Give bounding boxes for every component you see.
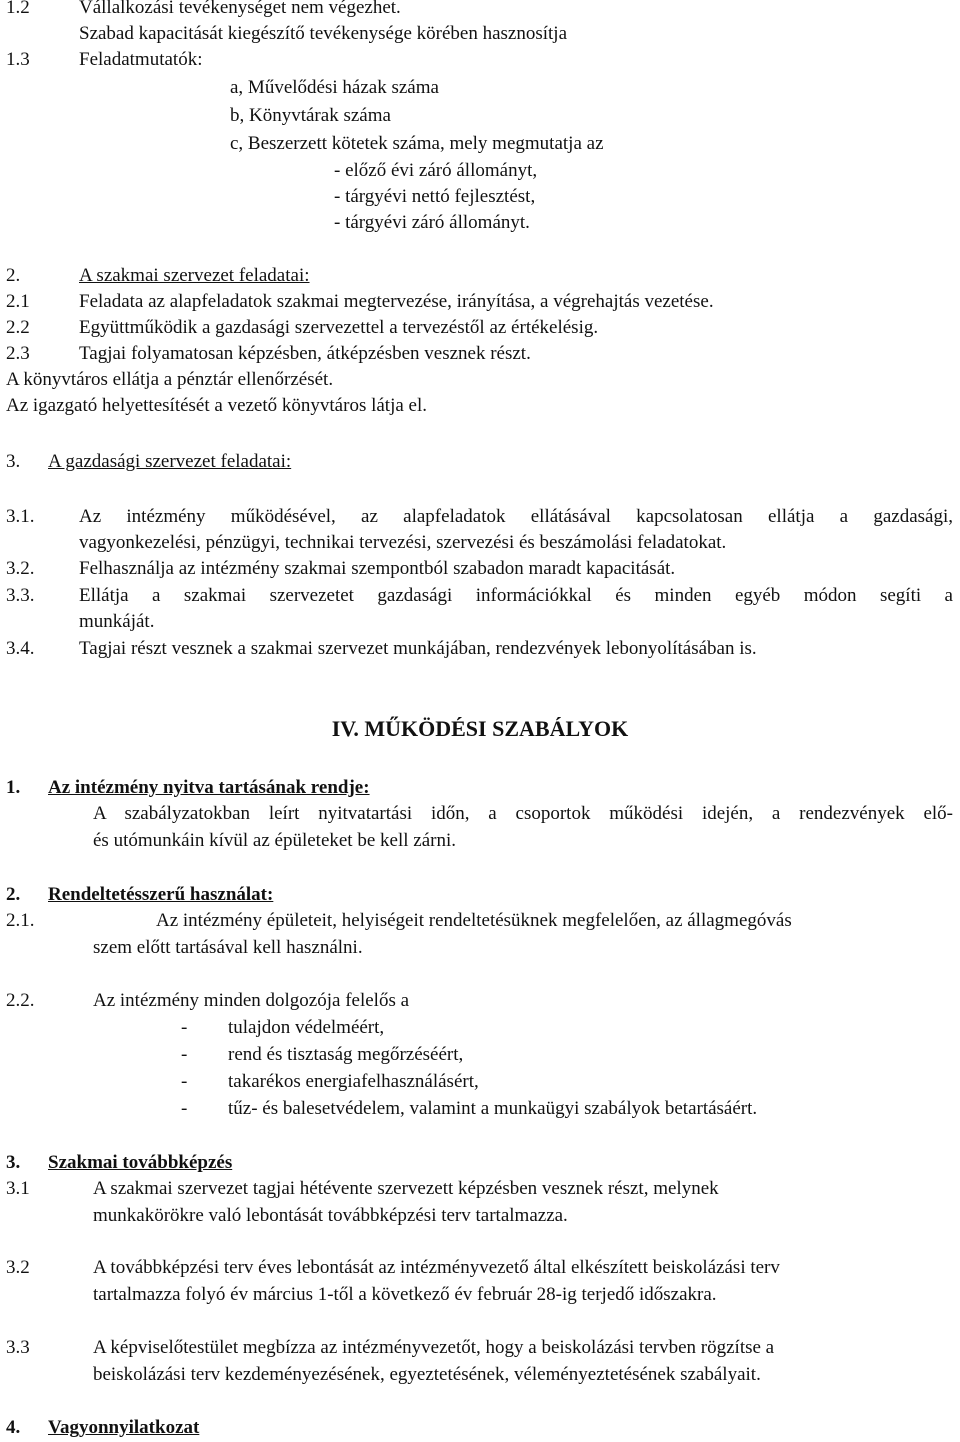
- list-item: b, Könyvtárak száma: [230, 105, 391, 126]
- item-text: tartalmazza folyó év március 1-től a következő év február 28-ig terjedő időszakra.: [93, 1284, 717, 1305]
- item-text: munkakörökre való lebontását továbbképzési terv tartalmazza.: [93, 1205, 568, 1226]
- sub-list-item: - előző évi záró állományt,: [334, 160, 538, 181]
- list-item: rend és tisztaság megőrzéséért,: [228, 1044, 464, 1065]
- item-number: 2.2: [6, 317, 30, 338]
- list-item: tűz- és balesetvédelem, valamint a munkaügyi szabályok betartásáért.: [228, 1098, 758, 1119]
- list-item: c, Beszerzett kötetek száma, mely megmutatja az: [230, 133, 604, 154]
- item-text: Ellátja a szakmai szervezetet gazdasági információkkal és minden egyéb módon segíti a: [79, 585, 953, 606]
- section-number: 1.: [6, 777, 21, 798]
- item-text: Az intézmény minden dolgozója felelős a: [93, 990, 410, 1011]
- item-text: A képviselőtestület megbízza az intézményvezetőt, hogy a beiskolázási tervben rögzítse a: [93, 1337, 775, 1358]
- list-item: a, Művelődési házak száma: [230, 77, 439, 98]
- item-text: A szakmai szervezet tagjai hétévente szervezett képzésben vesznek részt, melynek: [93, 1178, 719, 1199]
- bullet-dash: -: [181, 1017, 188, 1038]
- list-item: takarékos energiafelhasználásért,: [228, 1071, 479, 1092]
- item-text: szem előtt tartásával kell használni.: [93, 937, 363, 958]
- section-heading: Vagyonnyilatkozat: [48, 1417, 200, 1438]
- item-number: 2.3: [6, 343, 30, 364]
- item-text: munkáját.: [79, 611, 155, 632]
- paragraph: A szabályzatokban leírt nyitvatartási időn, a csoportok működési idején, a rendezvények elő-: [93, 803, 953, 824]
- item-text: Feladatmutatók:: [79, 49, 203, 70]
- section-heading: Szakmai továbbképzés: [48, 1152, 233, 1173]
- section-heading: A gazdasági szervezet feladatai:: [48, 451, 292, 472]
- paragraph: Az igazgató helyettesítését a vezető könyvtáros látja el.: [6, 395, 427, 416]
- item-text: Felhasználja az intézmény szakmai szempontból szabadon maradt kapacitását.: [79, 558, 676, 579]
- item-number: 1.2: [6, 0, 30, 18]
- item-number: 2.2.: [6, 990, 35, 1011]
- paragraph: és utómunkáin kívül az épületeket be kell zárni.: [93, 830, 456, 851]
- item-number: 3.1: [6, 1178, 30, 1199]
- item-text: Az intézmény épületeit, helyiségeit rendeltetésüknek megfelelően, az állagmegóvás: [156, 910, 792, 931]
- item-text: beiskolázási terv kezdeményezésének, egyeztetésének, véleményeztetésének szabályait.: [93, 1364, 761, 1385]
- sub-list-item: - tárgyévi záró állományt.: [334, 212, 530, 233]
- item-text: vagyonkezelési, pénzügyi, technikai tervezési, szervezési és beszámolási feladatokat.: [79, 532, 727, 553]
- item-text: Szabad kapacitását kiegészítő tevékenysége körében hasznosítja: [79, 23, 567, 44]
- section-heading: Az intézmény nyitva tartásának rendje:: [48, 777, 370, 798]
- section-number: 3.: [6, 451, 21, 472]
- sub-list-item: - tárgyévi nettó fejlesztést,: [334, 186, 536, 207]
- item-number: 3.4.: [6, 638, 35, 659]
- paragraph: A könyvtáros ellátja a pénztár ellenőrzését.: [6, 369, 334, 390]
- item-text: Az intézmény működésével, az alapfeladatok ellátásával kapcsolatosan ellátja a gazdasági,: [79, 506, 953, 527]
- item-number: 1.3: [6, 49, 30, 70]
- item-number: 3.3: [6, 1337, 30, 1358]
- item-text: Tagjai részt vesznek a szakmai szervezet munkájában, rendezvények lebonyolításában is.: [79, 638, 757, 659]
- list-item: tulajdon védelméért,: [228, 1017, 385, 1038]
- item-text: A továbbképzési terv éves lebontását az intézményvezető által elkészített beiskolázási terv: [93, 1257, 780, 1278]
- bullet-dash: -: [181, 1044, 188, 1065]
- item-number: 2.1.: [6, 910, 35, 931]
- item-text: Vállalkozási tevékenységet nem végezhet.: [79, 0, 401, 18]
- bullet-dash: -: [181, 1098, 188, 1119]
- section-number: 3.: [6, 1152, 21, 1173]
- section-number: 4.: [6, 1417, 21, 1438]
- section-heading: Rendeltetésszerű használat:: [48, 884, 274, 905]
- item-number: 3.2.: [6, 558, 35, 579]
- item-text: Feladata az alapfeladatok szakmai megtervezése, irányítása, a végrehajtás vezetése.: [79, 291, 714, 312]
- item-text: Együttműködik a gazdasági szervezettel a tervezéstől az értékelésig.: [79, 317, 599, 338]
- section-heading: A szakmai szervezet feladatai:: [79, 265, 310, 286]
- item-number: 2.1: [6, 291, 30, 312]
- chapter-title: IV. MŰKÖDÉSI SZABÁLYOK: [331, 716, 629, 741]
- item-number: 3.3.: [6, 585, 35, 606]
- item-number: 3.2: [6, 1257, 30, 1278]
- item-number: 3.1.: [6, 506, 35, 527]
- bullet-dash: -: [181, 1071, 188, 1092]
- section-number: 2.: [6, 265, 21, 286]
- section-number: 2.: [6, 884, 21, 905]
- item-text: Tagjai folyamatosan képzésben, átképzésben vesznek részt.: [79, 343, 531, 364]
